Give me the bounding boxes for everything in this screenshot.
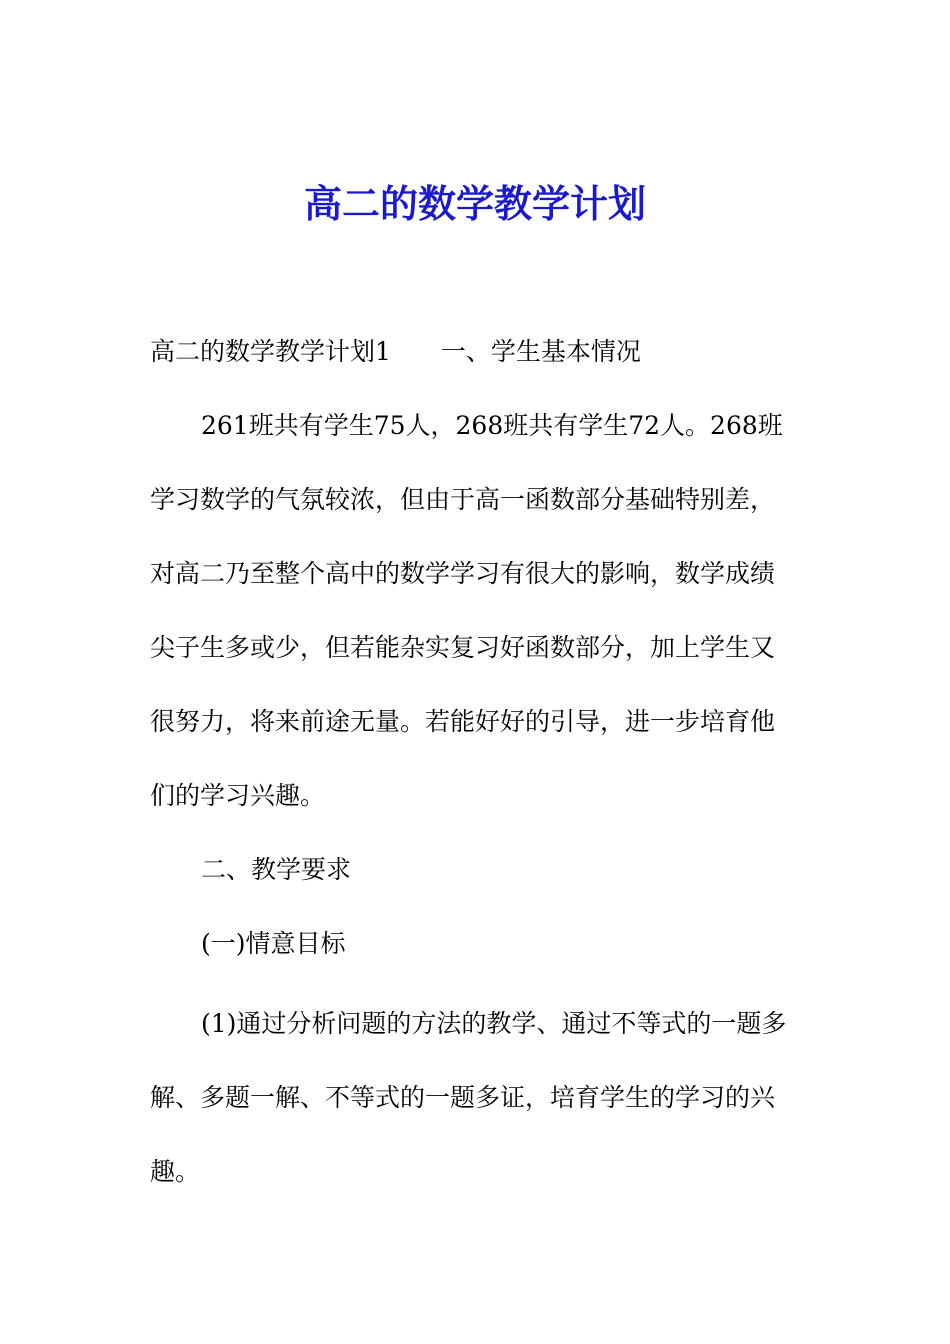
paragraph-line: (1)通过分析问题的方法的教学、通过不等式的一题多 <box>201 1009 787 1038</box>
paragraph-line: 们的学习兴趣。 <box>150 781 326 810</box>
subheading-teaching-requirements: 二、教学要求 <box>201 855 352 884</box>
paragraph-line: 尖子生多或少，但若能杂实复习好函数部分，加上学生又 <box>150 633 776 662</box>
subheading-affective-goals: (一)情意目标 <box>201 929 346 958</box>
section-title: 高二的数学教学计划1 <box>150 337 391 366</box>
paragraph-line: 学习数学的气氛较浓，但由于高一函数部分基础特别差， <box>150 485 776 514</box>
paragraph-line: 对高二乃至整个高中的数学学习有很大的影响，数学成绩 <box>150 559 776 588</box>
part-title: 一、学生基本情况 <box>440 337 641 366</box>
paragraph-line: 解、多题一解、不等式的一题多证，培育学生的学习的兴 <box>150 1083 776 1112</box>
document-title: 高二的数学教学计划 <box>303 181 646 226</box>
paragraph-line: 261班共有学生75人，268班共有学生72人。268班 <box>201 411 783 440</box>
section-heading-line <box>150 334 641 370</box>
paragraph-line: 趣。 <box>150 1157 201 1186</box>
paragraph-line: 很努力，将来前途无量。若能好好的引导，进一步培育他 <box>150 707 776 736</box>
